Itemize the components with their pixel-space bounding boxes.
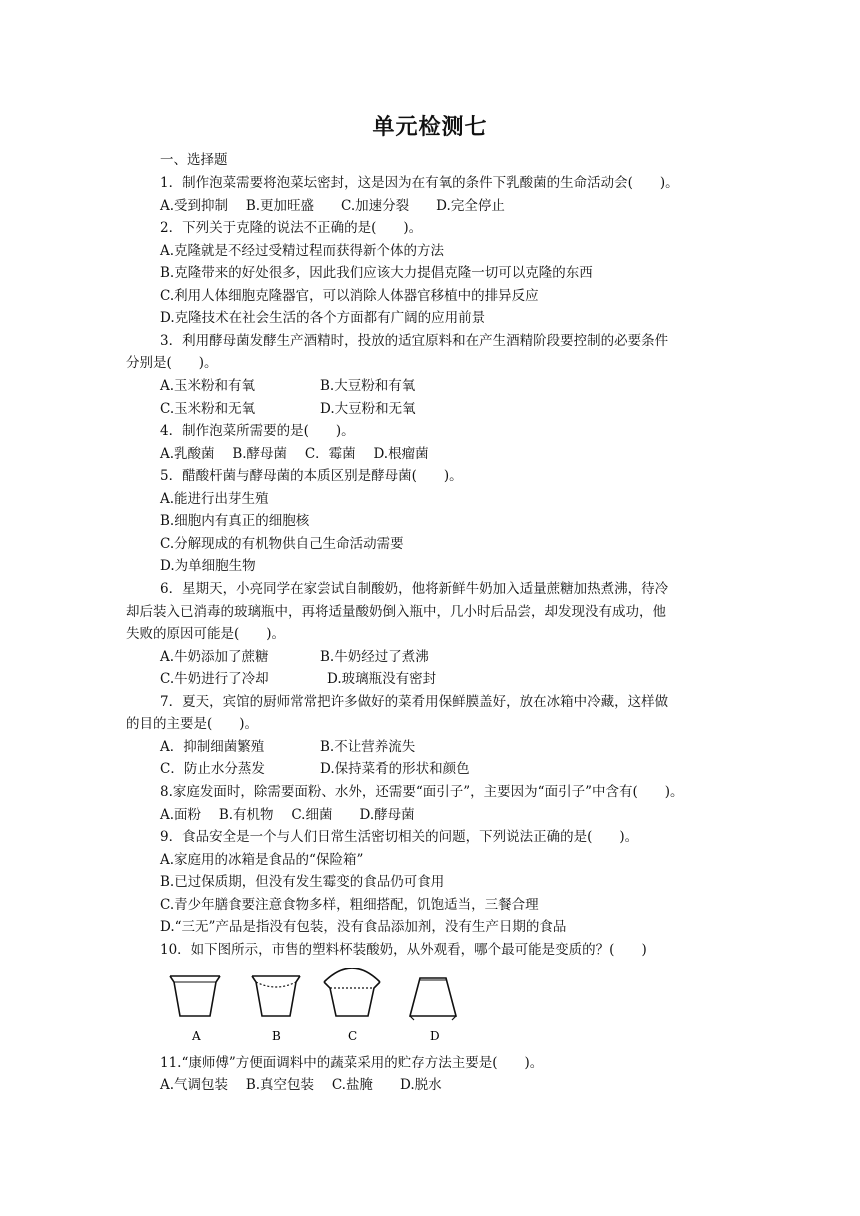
question-3-option-c: C.玉米粉和无氧 [160, 401, 256, 417]
question-3-option-a: A.玉米粉和有氧 [160, 378, 256, 394]
question-2-stem: 2．下列关于克隆的说法不正确的是( )。 [160, 220, 423, 236]
question-1-stem: 1．制作泡菜需要将泡菜坛密封，这是因为在有氧的条件下乳酸菌的生命活动会( )。 [160, 175, 679, 191]
question-5-option-b: B.细胞内有真正的细胞核 [160, 513, 310, 529]
question-7-option-d: D.保持菜肴的形状和颜色 [320, 761, 470, 777]
document-title: 单元检测七 [372, 115, 488, 140]
question-9-stem: 9．食品安全是一个与人们日常生活密切相关的问题，下列说法正确的是( )。 [160, 829, 639, 845]
yogurt-cups-figure [160, 968, 480, 1048]
question-5-option-c: C.分解现成的有机物供自己生命活动需要 [160, 536, 404, 552]
question-2-option-b: B.克隆带来的好处很多，因此我们应该大力提倡克隆一切可以克隆的东西 [160, 265, 593, 281]
cup-label-b: B [272, 1029, 281, 1043]
question-9-option-a: A.家庭用的冰箱是食品的“保险箱” [160, 852, 364, 868]
question-3-stem-line-2: 分别是( )。 [126, 355, 218, 371]
question-5-option-a: A.能进行出芽生殖 [160, 491, 269, 507]
question-4-options: A.乳酸菌 B.酵母菌 C．霉菌 D.根瘤菌 [160, 446, 429, 462]
question-9-option-d: D.“三无”产品是指没有包装，没有食品添加剂，没有生产日期的食品 [160, 919, 567, 935]
question-11-options: A.气调包装 B.真空包装 C.盐腌 D.脱水 [160, 1077, 442, 1093]
question-7-stem-line-1: 7．夏天，宾馆的厨师常常把许多做好的菜肴用保鲜膜盖好，放在冰箱中冷藏，这样做 [160, 694, 669, 710]
cup-label-a: A [192, 1029, 201, 1043]
question-8-stem: 8.家庭发面时，除需要面粉、水外，还需要“面引子”，主要因为“面引子”中含有( )。 [160, 784, 684, 800]
question-9-option-b: B.已过保质期，但没有发生霉变的食品仍可食用 [160, 874, 445, 890]
question-7-option-c: C．防止水分蒸发 [160, 761, 265, 777]
cup-label-c: C [348, 1029, 358, 1043]
question-5-stem: 5．醋酸杆菌与酵母菌的本质区别是酵母菌( )。 [160, 468, 463, 484]
cup-a-drawing [170, 976, 220, 1016]
question-6-option-b: B.牛奶经过了煮沸 [320, 649, 429, 665]
question-3-stem-line-1: 3．利用酵母菌发酵生产酒精时，投放的适宜原料和在产生酒精阶段要控制的必要条件 [160, 333, 669, 349]
question-6-option-d: D.玻璃瓶没有密封 [327, 671, 437, 687]
cup-c-drawing [324, 968, 380, 1016]
question-6-stem-line-3: 失败的原因可能是( )。 [126, 626, 286, 642]
question-1-options: A.受到抑制 B.更加旺盛 C.加速分裂 D.完全停止 [160, 198, 505, 214]
question-6-stem-line-1: 6．星期天，小亮同学在家尝试自制酸奶，他将新鲜牛奶加入适量蔗糖加热煮沸，待冷 [160, 581, 669, 597]
cup-label-d: D [430, 1029, 440, 1043]
question-10-stem: 10．如下图所示，市售的塑料杯装酸奶，从外观看，哪个最可能是变质的？( ) [160, 942, 647, 958]
question-6-stem-line-2: 却后装入已消毒的玻璃瓶中，再将适量酸奶倒入瓶中，几小时后品尝，却发现没有成功，他 [126, 604, 666, 620]
question-9-option-c: C.青少年膳食要注意食物多样，粗细搭配，饥饱适当，三餐合理 [160, 897, 539, 913]
question-3-option-d: D.大豆粉和无氧 [320, 401, 416, 417]
cup-b-drawing [252, 976, 300, 1016]
question-5-option-d: D.为单细胞生物 [160, 558, 256, 574]
question-2-option-c: C.利用人体细胞克隆器官，可以消除人体器官移植中的排异反应 [160, 288, 539, 304]
question-7-stem-line-2: 的目的主要是( )。 [126, 716, 259, 732]
question-7-option-b: B.不让营养流失 [320, 739, 416, 755]
section-heading: 一、选择题 [160, 152, 228, 168]
question-2-option-d: D.克隆技术在社会生活的各个方面都有广阔的应用前景 [160, 310, 486, 326]
question-3-option-b: B.大豆粉和有氧 [320, 378, 416, 394]
question-6-option-a: A.牛奶添加了蔗糖 [160, 649, 269, 665]
question-11-stem: 11.“康师傅”方便面调料中的蔬菜采用的贮存方法主要是( )。 [160, 1055, 544, 1071]
question-8-options: A.面粉 B.有机物 C.细菌 D.酵母菌 [160, 807, 415, 823]
question-4-stem: 4．制作泡菜所需要的是( )。 [160, 423, 355, 439]
question-7-option-a: A．抑制细菌繁殖 [160, 739, 265, 755]
question-6-option-c: C.牛奶进行了冷却 [160, 671, 269, 687]
cup-d-drawing [410, 978, 456, 1020]
question-2-option-a: A.克隆就是不经过受精过程而获得新个体的方法 [160, 243, 445, 259]
